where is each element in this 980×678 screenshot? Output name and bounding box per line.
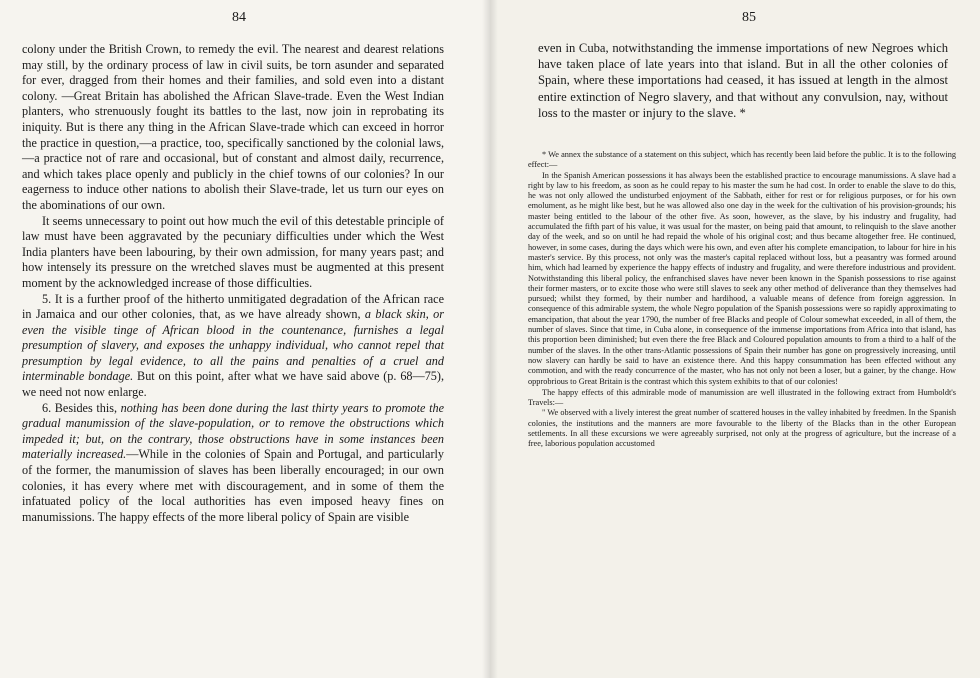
footnote (528, 150, 956, 450)
paragraph-5-italic: a black skin, or even the visible tinge of African blood in the countenance, furnishes a legal presumption of slavery, and exposes the unhappy individual, who cannot repel that presumption by legal evidence, to all the pains and penalties of a cruel and interminable bondage. (22, 307, 444, 384)
paragraph-6-lead: 6. Besides this, (42, 400, 121, 415)
paragraph: colony under the British Crown, to remedy the evil. The nearest and dearest relations may still, by the ordinary process of law in civil suits, be torn asunder and separated for ever, dragged from their homes and their families, and sold even into a distant colony. —Great Britain has abolished the African Slave-trade. Even the West Indian planters, who strenuously fought its battles to the last, now join in reprobating its iniquity. But is there any thing in the African Slave-trade which can exceed in horror the practice in question,—a practice, too, specifically sanctioned by the colonial laws,—a practice not of rare and occasional, but of constant and almost daily, recurrence, and which takes place openly and publicly in the chief towns of our colonies? In our eagerness to induce other nations to abolish their Slave-trade, let us turn our eyes on the abominations of our own. (22, 42, 444, 212)
footnote-paragraph: * We annex the substance of a statement on this subject, which has recently been laid before the public. It is to the following effect:— (528, 150, 956, 170)
footnote-paragraph: In the Spanish American possessions it has always been the established practice to encourage manumissions. A slave had a right by law to his freedom, as soon as he could repay to his master the sum he had cost. In order to enable the slave to do this, he was not only allowed the undisturbed enjoyment of the Sabbath, either for rest or for religious purposes, or for his own emolument, as he might like best, but he was allowed also one day in the week for the cultivation of his provision-grounds; his master being entitled to the labour of the other five. As soon, however, as the slave, by his industry and frugality, had accumulated the fifth part of his value, it was usual for the master, on being paid that amount, to relinquish to the slave another day of the week, and so on until he had repaid the whole of his original cost; and thus became altogether free. He continued, however, in some cases, during the days which were his own, and even after his complete emancipation, to labour for hire in his master's service. By this process, not only was the master's capital replaced without loss, but a peasantry was formed around him, which had learned by experience the happy effects of industry and frugality, and were therefore industrious and provident. Notwithstanding this liberal policy, the enfranchised slaves have never been known in the Spanish possessions to rise against their former masters, or to excite those who were still slaves to seek any other method of deliverance than they themselves had pursued; whilst they formed, by their number and hardihood, a valuable means of defence from foreign aggression. In consequence of this admirable system, the whole Negro population of the Spanish possessions were so rapidly approximating to emancipation, that about the year 1790, the number of free Blacks and people of Colour somewhat exceeded, in all of them, the number of slaves. Since that time, in Cuba alone, in consequence of the immense importations from Africa into that island, has this proportion been diminished; but even there the free Black and Coloured population amounts to from a third to a half of the number of the slaves. In the other trans-Atlantic possessions of Spain their number has gone on progressively increasing, until now slavery can hardly be said to have an existence there. And this happy consummation has been effected without any commotion, and with the ready concurrence of the master, who has not only not been a loser, but a gainer, by the change. How opprobrious to Great Britain is the contrast which this system exhibits to that of our colonies! (528, 170, 956, 386)
body-text (22, 42, 444, 525)
footnote-paragraph: The happy effects of this admirable mode of manumission are well illustrated in the following extract from Humboldt's Travels:— (528, 387, 956, 408)
paragraph-6 (22, 401, 444, 526)
page-number: 84 (232, 10, 246, 25)
paragraph-5-lead: 5. It is a further proof of the hitherto unmitigated degradation of the African race in Jamaica and our other colonies, that, as we have already shown, (22, 291, 444, 322)
paragraph-6-tail: —While in the colonies of Spain and Portugal, and particularly of the former, the manumission of slaves has been liberally encouraged; in our own colonies, it has every where met with discouragement, and in some of them the infatuated policy of the local authorities has even imposed heavy fines on manumissions. The happy effects of the more liberal policy of Spain are visible (22, 447, 445, 524)
paragraph-5-tail: But on this point, after what we have said above (p. 68—75), we need not now enlarge. (22, 369, 444, 400)
book-gutter (482, 0, 498, 678)
paragraph: even in Cuba, notwithstanding the immense importations of new Negroes which have taken place of late years into that island. But in all the other colonies of Spain, where these importations had ceased, it has issued at length in the almost entire extinction of Negro slavery, and that without any convulsion, nay, without loss to the master or injury to the slave. * (538, 41, 948, 120)
page-number: 85 (742, 10, 756, 25)
right-page (490, 0, 980, 678)
paragraph-5 (22, 292, 444, 401)
body-text (538, 40, 948, 121)
footnote-quote: " We observed with a lively interest the great number of scattered houses in the valley inhabited by freedmen. In the Spanish colonies, the institutions and the manners are more favourable to the liberty of the Blacks than in the other European settlements. In all these excursions we were agreeably surprised, not only at the progress of agriculture, but the increase of a free, laborious population accustomed (528, 408, 956, 449)
paragraph-6-italic: nothing has been done during the last thirty years to promote the gradual manumission of the slave-population, or to remove the obstructions which impeded it; but, on the contrary, those obstructions have in some instances been materially increased. (22, 400, 444, 462)
paragraph: It seems unnecessary to point out how much the evil of this detestable principle of law must have been aggravated by the pecuniary difficulties under which the West India planters have been labouring, by their own admission, for many years past; and how intensely its pressure on the wretched slaves must be augmented at this present moment by the acknowledged increase of those difficulties. (22, 213, 444, 290)
